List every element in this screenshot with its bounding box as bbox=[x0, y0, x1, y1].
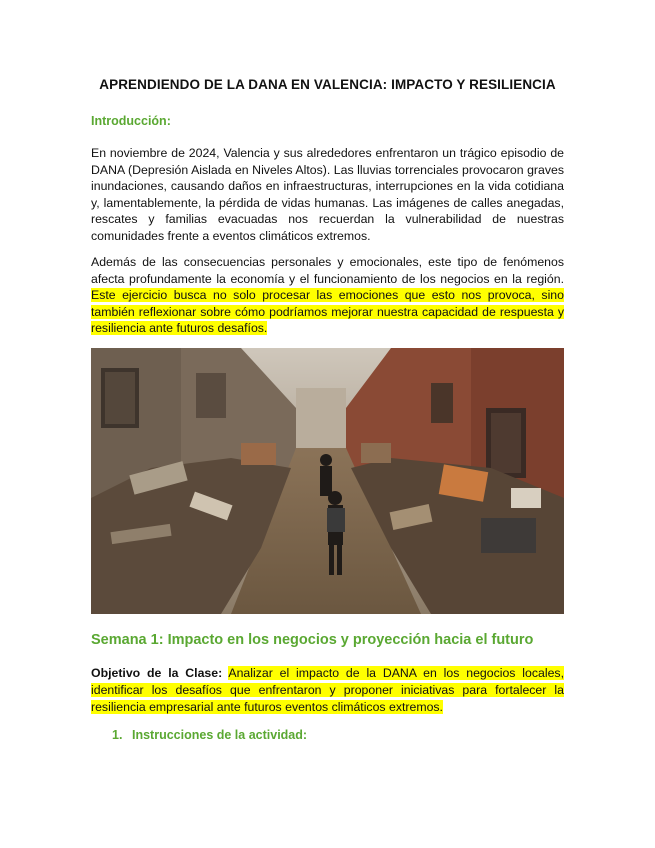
intro-heading: Introducción: bbox=[91, 114, 171, 128]
objective-text: Analizar el impacto de la DANA en los negocios locales, identificar los desafíos que enfrentaron y proponer iniciativas para fortalecer la resiliencia empresarial ante futuros eventos climáticos extremos. bbox=[91, 666, 564, 714]
list-item bbox=[112, 728, 307, 742]
intro-paragraph-2 bbox=[91, 254, 564, 337]
intro-paragraph-2-highlight: Este ejercicio busca no solo procesar las emociones que esto nos provoca, sino también reflexionar sobre cómo podríamos mejorar nuestra capacidad de respuesta y resiliencia ante futuros desafíos. bbox=[91, 288, 564, 335]
list-item-label: Instrucciones de la actividad: bbox=[132, 728, 308, 742]
flood-street-photo bbox=[91, 348, 564, 614]
intro-paragraph-1: En noviembre de 2024, Valencia y sus alrededores enfrentaron un trágico episodio de DANA (Depresión Aislada en Niveles Altos). Las lluvias torrenciales provocaron graves inundaciones, causando daños en infraestructuras, interrupciones en la vida cotidiana y, lamentablemente, la pérdida de vidas humanas. Las imágenes de calles anegadas, rescates y familias evacuadas nos recuerdan la vulnerabilidad de nuestras comunidades frente a eventos climáticos extremos. bbox=[91, 146, 564, 243]
flood-street-illustration bbox=[91, 348, 564, 614]
intro-paragraph-2-text: Además de las consecuencias personales y emocionales, este tipo de fenómenos afecta profundamente la economía y el funcionamiento de los negocios en la región. bbox=[91, 255, 564, 286]
document-title: APRENDIENDO DE LA DANA EN VALENCIA: IMPACTO Y RESILIENCIA bbox=[99, 77, 556, 92]
objective-label: Objetivo de la Clase: bbox=[91, 666, 223, 680]
week1-heading: Semana 1: Impacto en los negocios y proyección hacia el futuro bbox=[91, 632, 534, 648]
class-objective bbox=[91, 665, 564, 716]
list-item-number: 1. bbox=[112, 728, 123, 742]
